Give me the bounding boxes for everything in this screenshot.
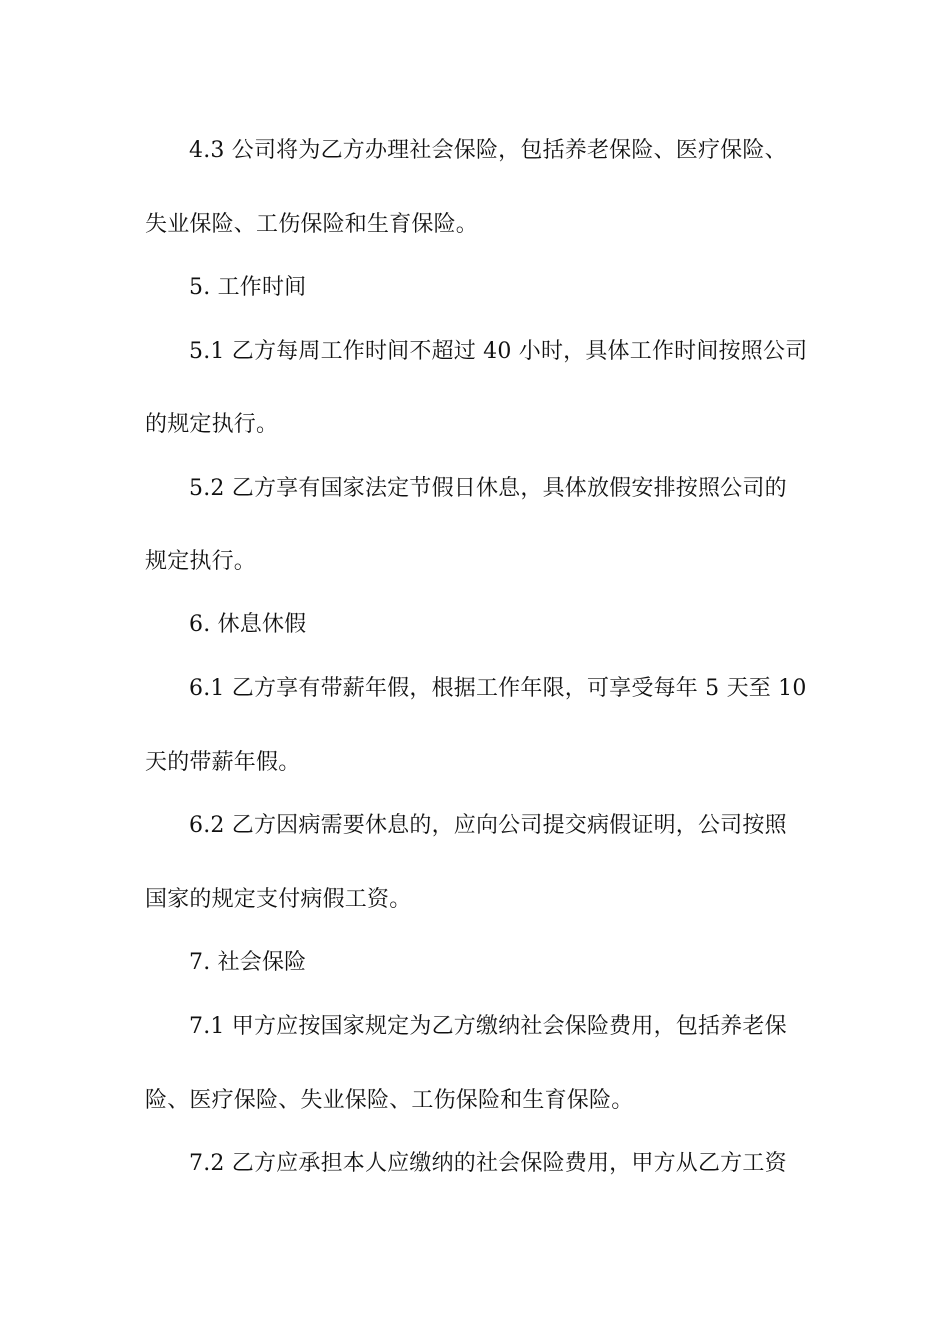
section-heading-5: 5. 工作时间 (189, 275, 307, 300)
paragraph-7-1-line-1: 7.1 甲方应按国家规定为乙方缴纳社会保险费用，包括养老保 (189, 1014, 787, 1039)
section-heading-7: 7. 社会保险 (189, 950, 307, 975)
paragraph-5-2-line-1: 5.2 乙方享有国家法定节假日休息，具体放假安排按照公司的 (189, 476, 787, 501)
paragraph-4-3-line-2: 失业保险、工伤保险和生育保险。 (145, 212, 479, 237)
paragraph-5-2-line-2: 规定执行。 (145, 549, 257, 574)
paragraph-6-2-line-1: 6.2 乙方因病需要休息的，应向公司提交病假证明，公司按照 (189, 813, 787, 838)
section-heading-6: 6. 休息休假 (189, 612, 307, 637)
paragraph-4-3-line-1: 4.3 公司将为乙方办理社会保险，包括养老保险、医疗保险、 (189, 138, 787, 163)
paragraph-6-1-line-1: 6.1 乙方享有带薪年假，根据工作年限，可享受每年 5 天至 10 (189, 676, 807, 701)
paragraph-5-1-line-1: 5.1 乙方每周工作时间不超过 40 小时，具体工作时间按照公司 (189, 339, 808, 364)
paragraph-5-1-line-2: 的规定执行。 (145, 412, 279, 437)
paragraph-6-1-line-2: 天的带薪年假。 (145, 750, 301, 775)
paragraph-6-2-line-2: 国家的规定支付病假工资。 (145, 887, 412, 912)
paragraph-7-1-line-2: 险、医疗保险、失业保险、工伤保险和生育保险。 (145, 1088, 634, 1113)
paragraph-7-2-line-1: 7.2 乙方应承担本人应缴纳的社会保险费用，甲方从乙方工资 (189, 1151, 787, 1176)
